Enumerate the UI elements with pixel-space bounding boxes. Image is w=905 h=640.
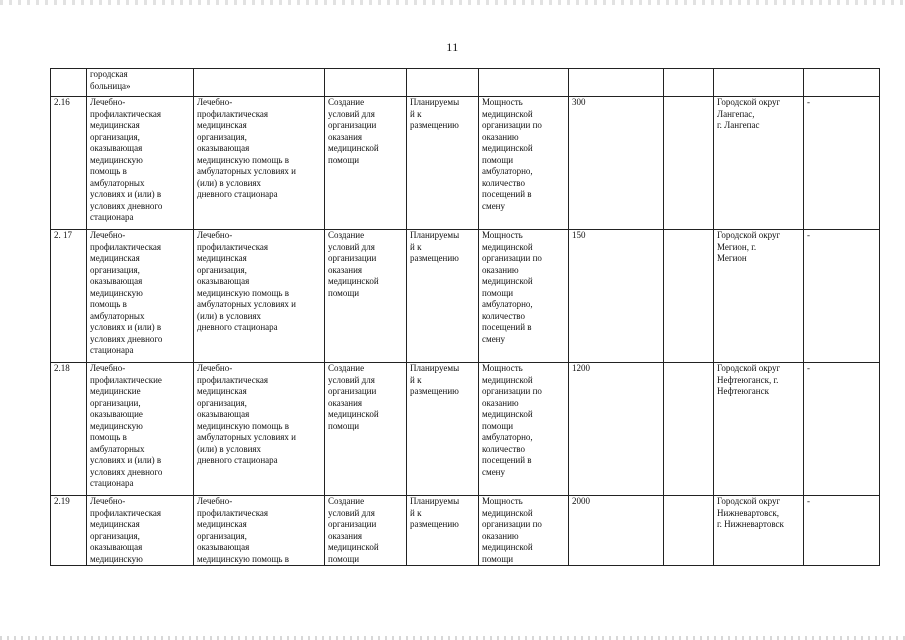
cell-zone: [804, 69, 880, 97]
table-row: [51, 496, 880, 566]
cell-goal: Создание условий для организации оказания медицинской помощи: [325, 363, 407, 496]
cell-value: 150: [569, 230, 664, 363]
cell-location: Городской округ Нижневартовск, г. Нижневартовск: [714, 496, 804, 566]
cell-name: Лечебно- профилактические медицинские организации, оказывающие медицинскую помощь в амбулаторных условиях и (или) в условиях дневного стационара: [87, 363, 194, 496]
page-number: 11: [446, 40, 459, 54]
cell-param: [479, 69, 569, 97]
cell-empty: [664, 496, 714, 566]
cell-num: 2.19: [51, 496, 87, 566]
cell-value: 300: [569, 97, 664, 230]
cell-purpose: Лечебно- профилактическая медицинская организация, оказывающая медицинскую помощь в амбулаторных условиях и (или) в условиях дневного стационара: [194, 363, 325, 496]
scan-edge-bottom: [0, 636, 905, 640]
cell-name: городская больница»: [87, 69, 194, 97]
cell-param: Мощность медицинской организации по оказанию медицинской помощи амбулаторно, количество посещений в смену: [479, 230, 569, 363]
cell-param: Мощность медицинской организации по оказанию медицинской помощи амбулаторно, количество посещений в смену: [479, 363, 569, 496]
cell-empty: [664, 69, 714, 97]
cell-goal: [325, 69, 407, 97]
cell-param: Мощность медицинской организации по оказанию медицинской помощи амбулаторно, количество посещений в смену: [479, 97, 569, 230]
cell-empty: [664, 230, 714, 363]
cell-empty: [664, 97, 714, 230]
table-row: [51, 97, 880, 230]
cell-location: Городской округ Лангепас, г. Лангепас: [714, 97, 804, 230]
cell-location: Городской округ Нефтеюганск, г. Нефтеюганск: [714, 363, 804, 496]
cell-name: Лечебно- профилактическая медицинская организация, оказывающая медицинскую помощь в амбулаторных условиях и (или) в условиях дневного стационара: [87, 97, 194, 230]
cell-location: Городской округ Мегион, г. Мегион: [714, 230, 804, 363]
cell-empty: [664, 363, 714, 496]
cell-goal: Создание условий для организации оказания медицинской помощи: [325, 496, 407, 566]
cell-value: 2000: [569, 496, 664, 566]
cell-goal: Создание условий для организации оказания медицинской помощи: [325, 230, 407, 363]
planning-table: [50, 68, 880, 566]
scan-edge-top: [0, 0, 905, 5]
cell-purpose: [194, 69, 325, 97]
cell-zone: -: [804, 363, 880, 496]
cell-name: Лечебно- профилактическая медицинская организация, оказывающая медицинскую: [87, 496, 194, 566]
cell-zone: -: [804, 97, 880, 230]
table-row: [51, 230, 880, 363]
table-row-continuation: [51, 69, 880, 97]
cell-status: Планируемы й к размещению: [407, 363, 479, 496]
cell-zone: -: [804, 230, 880, 363]
cell-location: [714, 69, 804, 97]
cell-param: Мощность медицинской организации по оказанию медицинской помощи: [479, 496, 569, 566]
cell-name: Лечебно- профилактическая медицинская организация, оказывающая медицинскую помощь в амбулаторных условиях и (или) в условиях дневного стационара: [87, 230, 194, 363]
cell-status: Планируемы й к размещению: [407, 230, 479, 363]
cell-value: 1200: [569, 363, 664, 496]
cell-status: [407, 69, 479, 97]
cell-num: 2.16: [51, 97, 87, 230]
cell-status: Планируемы й к размещению: [407, 496, 479, 566]
cell-purpose: Лечебно- профилактическая медицинская организация, оказывающая медицинскую помощь в амбулаторных условиях и (или) в условиях дневного стационара: [194, 97, 325, 230]
cell-num: 2.18: [51, 363, 87, 496]
cell-value: [569, 69, 664, 97]
cell-purpose: Лечебно- профилактическая медицинская организация, оказывающая медицинскую помощь в: [194, 496, 325, 566]
cell-goal: Создание условий для организации оказания медицинской помощи: [325, 97, 407, 230]
table-row: [51, 363, 880, 496]
cell-num: 2. 17: [51, 230, 87, 363]
cell-num: [51, 69, 87, 97]
cell-status: Планируемы й к размещению: [407, 97, 479, 230]
cell-purpose: Лечебно- профилактическая медицинская организация, оказывающая медицинскую помощь в амбулаторных условиях и (или) в условиях дневного стационара: [194, 230, 325, 363]
cell-zone: -: [804, 496, 880, 566]
